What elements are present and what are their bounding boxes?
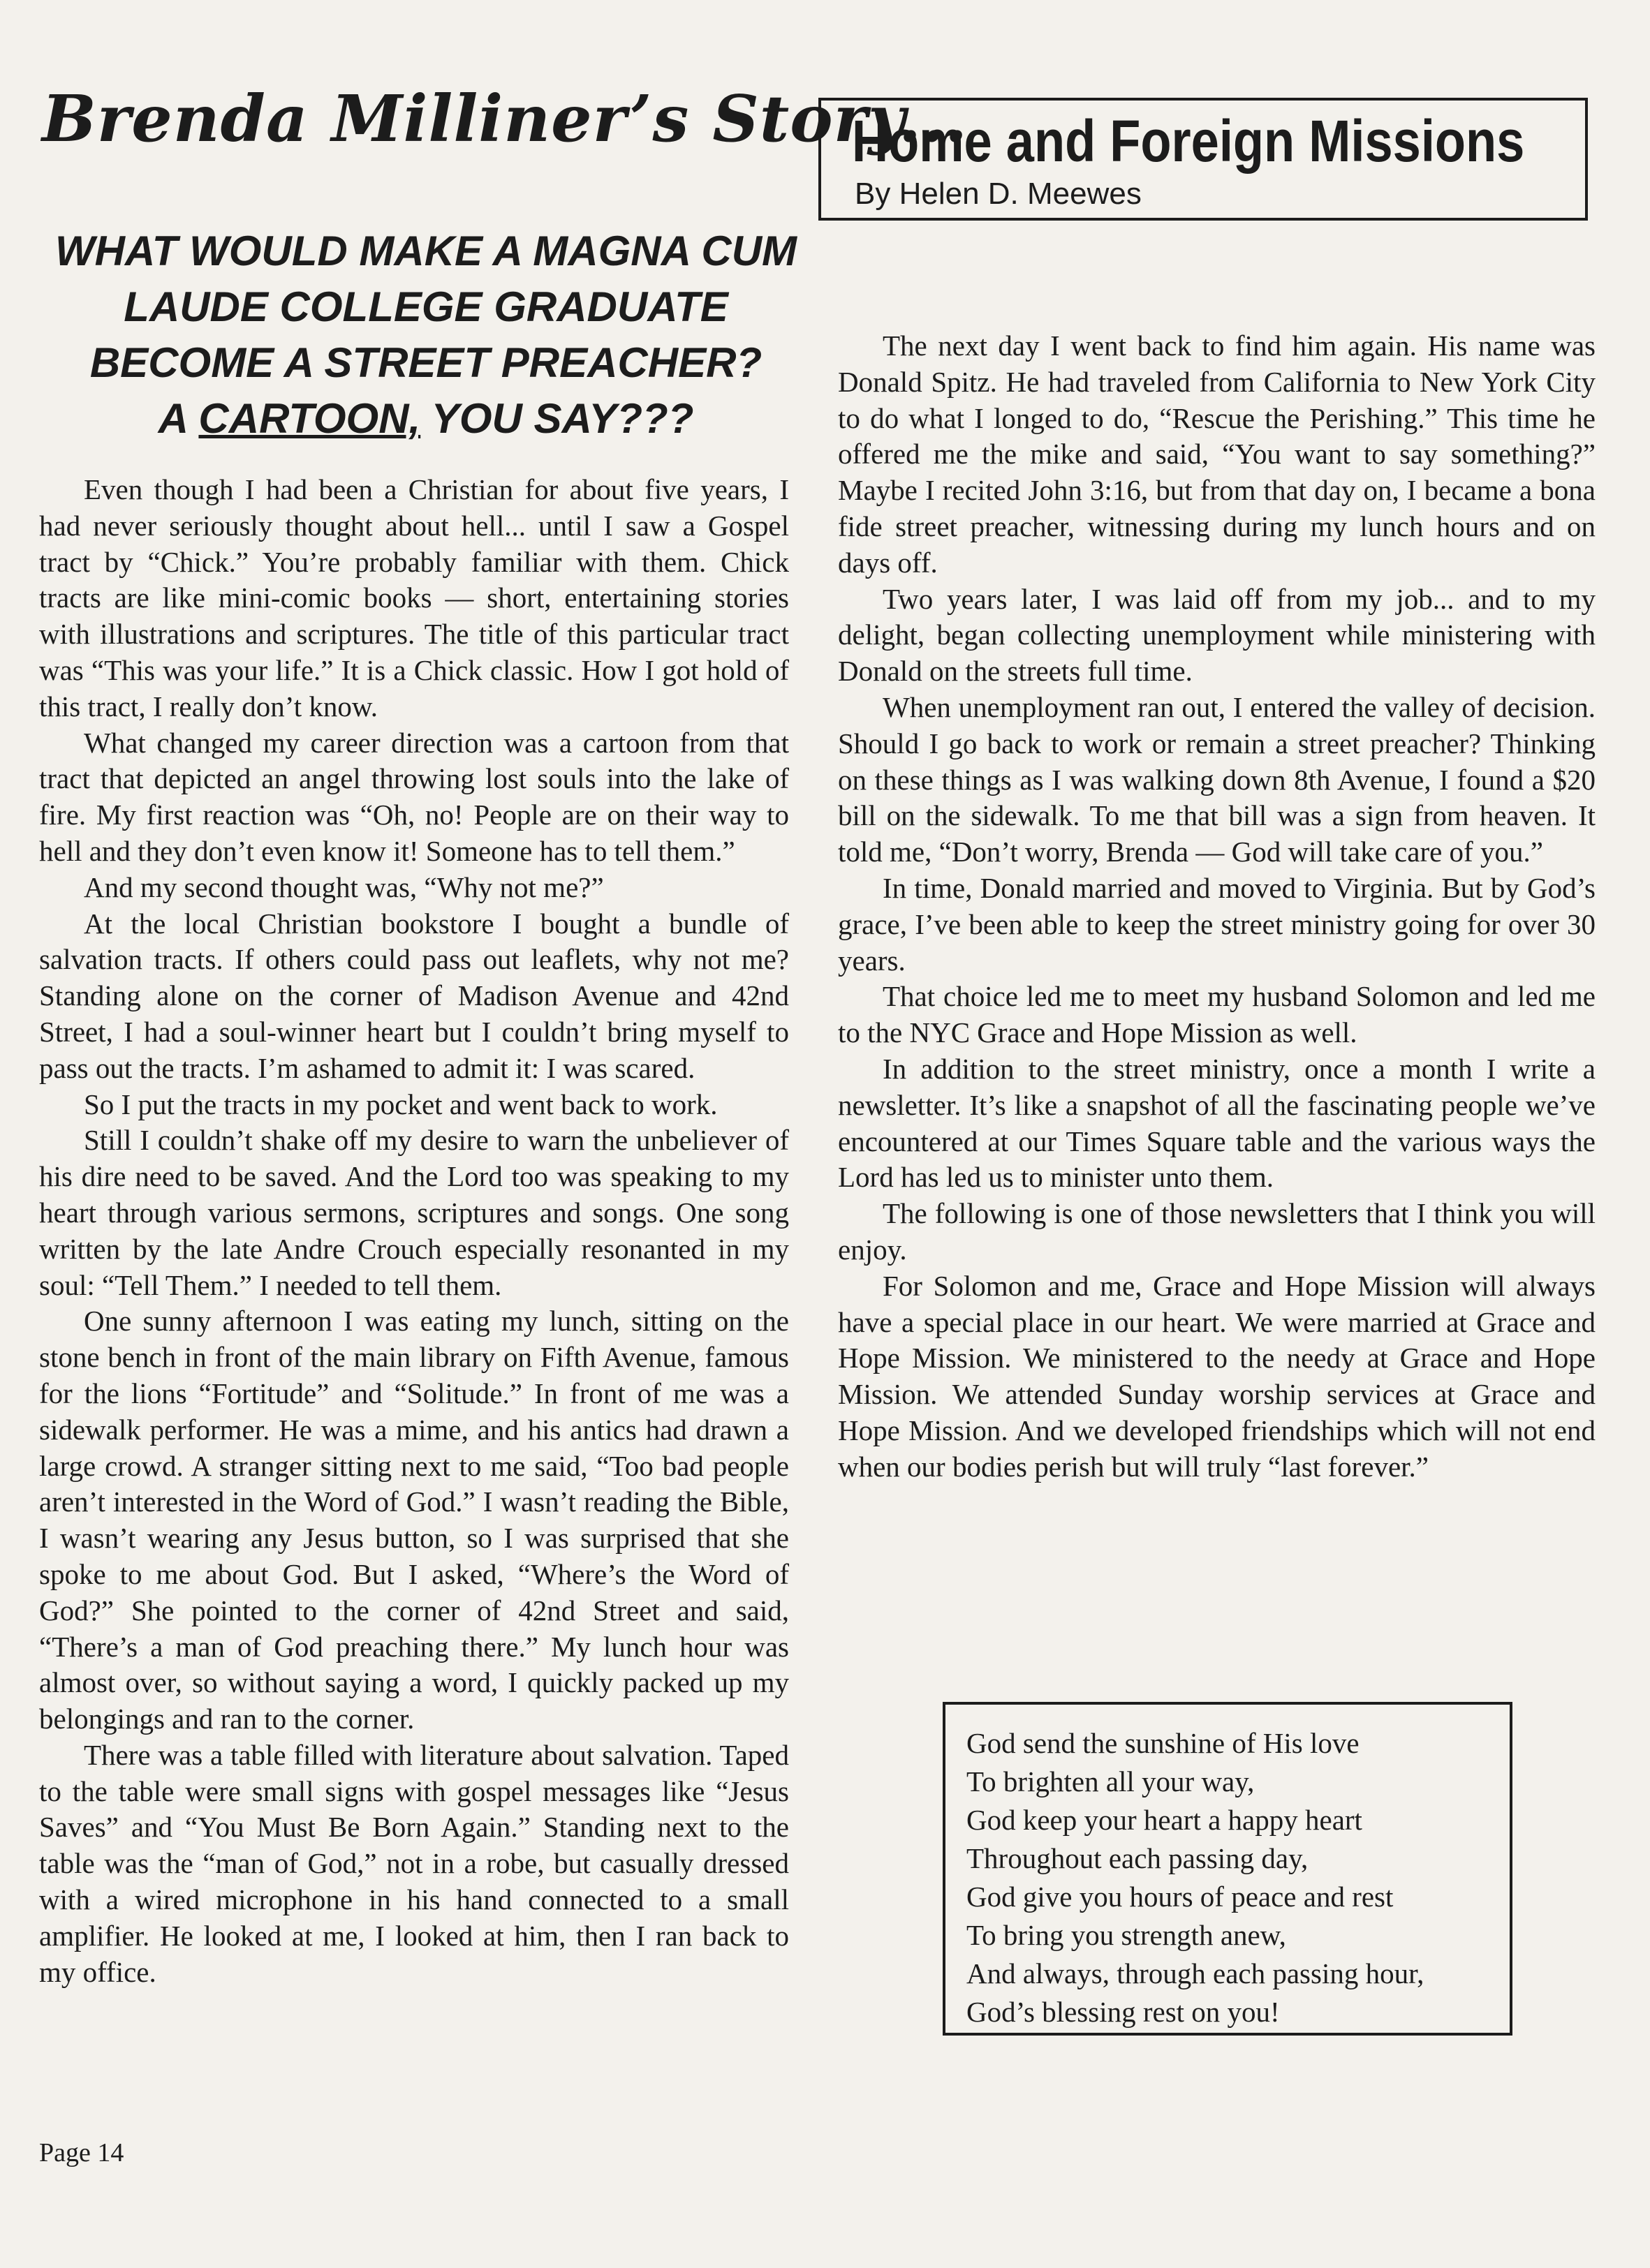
poem-line: To bring you strength anew,: [966, 1919, 1286, 1951]
missions-paragraph: The following is one of those newsletters that I think you will enjoy.: [838, 1197, 1596, 1266]
poem-line: God send the sunshine of His love: [966, 1727, 1360, 1759]
headline-line-4-prefix: A: [158, 395, 199, 442]
story-paragraph: One sunny afternoon I was eating my lunch, sitting on the stone bench in front of the main library on Fifth Avenue, famous for the lions “Fortitude” and “Solitude.” In front of me was a sidewalk performer. He was a mime, and his antics had drawn a large crowd. A stranger sitting next to me said, “Too bad people aren’t interested in the Word of God.” I wasn’t reading the Bible, I wasn’t wearing any Jesus button, so I was surprised that she spoke to me about God. But I asked, “Where’s the Word of God?” She pointed to the corner of 42nd Street and said, “There’s a man of God preaching there.” My lunch hour was almost over, so without saying a word, I quickly packed up my belongings and ran to the corner.: [39, 1305, 789, 1735]
story-paragraph: What changed my career direction was a cartoon from that tract that depicted an angel throwing lost souls into the lake of fire. My first reaction was “Oh, no! People are on their way to hell and they don’t even know it! Someone has to tell them.”: [39, 726, 789, 867]
story-paragraph: And my second thought was, “Why not me?”: [84, 870, 604, 903]
story-title: Brenda Milliner’s Story...: [42, 81, 968, 156]
poem-line: God give you hours of peace and rest: [966, 1881, 1394, 1913]
missions-byline: By Helen D. Meewes: [855, 177, 1142, 211]
poem-line: God’s blessing rest on you!: [966, 1996, 1280, 2028]
poem-box: [943, 1702, 1512, 2036]
missions-title: Home and Foreign Missions: [852, 108, 1525, 174]
missions-paragraph: The next day I went back to find him again. His name was Donald Spitz. He had traveled from California to New York City to do what I longed to do, “Rescue the Perishing.” This time he offered me the mike and said, “You want to say something?” Maybe I recited John 3:16, but from that day on, I became a bona fide street preacher, witnessing during my lunch hours and on days off.: [838, 329, 1596, 579]
story-headline: [28, 223, 824, 447]
missions-paragraph: In addition to the street ministry, once a month I write a newsletter. It’s like a snapshot of all the fascinating people we’ve encountered at our Times Square table and the various ways the Lord has led us to minister unto them.: [838, 1052, 1596, 1194]
headline-underlined-word: CARTOON,: [198, 395, 421, 442]
missions-paragraph: For Solomon and me, Grace and Hope Mission will always have a special place in our heart. We were married at Grace and Hope Mission. We ministered to the needy at Grace and Hope Mission. We attended Sunday worship services at Grace and Hope Mission. And we developed friendships which will not end when our bodies perish but will truly “last forever.”: [838, 1269, 1596, 1483]
story-paragraph: Still I couldn’t shake off my desire to warn the unbeliever of his dire need to be saved. And the Lord too was speaking to my heart through various sermons, scriptures and songs. One song written by the late Andre Crouch especially resonanted in my soul: “Tell Them.” I needed to tell them.: [39, 1124, 789, 1301]
page-number: Page 14: [39, 2138, 124, 2167]
story-paragraph: There was a table filled with literature about salvation. Taped to the table were small signs with gospel messages like “Jesus Saves” and “You Must Be Born Again.” Standing next to the table was the “man of God,” not in a robe, but casually dressed with a wired microphone in his hand connected to a small amplifier. He looked at me, I looked at him, then I ran back to my office.: [39, 1738, 789, 1988]
story-paragraph: So I put the tracts in my pocket and went back to work.: [84, 1088, 718, 1120]
missions-body-column: [838, 328, 1596, 1485]
missions-paragraph: In time, Donald married and moved to Virginia. But by God’s grace, I’ve been able to keep the street ministry going for over 30 years.: [838, 871, 1596, 977]
missions-paragraph: When unemployment ran out, I entered the valley of decision. Should I go back to work or remain a street preacher? Thinking on these things as I was walking down 8th Avenue, I found a $20 bill on the sidewalk. To me that bill was a sign from heaven. It told me, “Don’t worry, Brenda — God will take care of you.”: [838, 690, 1596, 868]
story-paragraph: Even though I had been a Christian for about five years, I had never seriously thought about hell... until I saw a Gospel tract by “Chick.” You’re probably familiar with them. Chick tracts are like mini-comic books — short, entertaining stories with illustrations and scriptures. The title of this particular tract was “This was your life.” It is a Chick classic. How I got hold of this tract, I really don’t know.: [39, 473, 789, 722]
story-paragraph: At the local Christian bookstore I bought a bundle of salvation tracts. If others could pass out leaflets, why not me? Standing alone on the corner of Madison Avenue and 42nd Street, I had a soul-winner heart but I couldn’t bring myself to pass out the tracts. I’m ashamed to admit it: I was scared.: [39, 907, 789, 1084]
headline-line-2: LAUDE COLLEGE GRADUATE: [124, 283, 728, 330]
missions-paragraph: Two years later, I was laid off from my job... and to my delight, began collecting unemployment while ministering with Donald on the streets full time.: [838, 582, 1596, 688]
headline-line-1: WHAT WOULD MAKE A MAGNA CUM: [54, 228, 797, 274]
headline-line-3: BECOME A STREET PREACHER?: [89, 339, 763, 386]
poem-line: Throughout each passing day,: [966, 1842, 1309, 1874]
poem-line: To brighten all your way,: [966, 1765, 1255, 1798]
poem-line: God keep your heart a happy heart: [966, 1804, 1362, 1836]
story-body-column: [39, 472, 789, 1990]
missions-header-box: [818, 98, 1588, 221]
missions-paragraph: That choice led me to meet my husband Solomon and led me to the NYC Grace and Hope Mission as well.: [838, 980, 1596, 1049]
headline-line-4-suffix: YOU SAY???: [420, 395, 694, 442]
poem-line: And always, through each passing hour,: [966, 1957, 1424, 1989]
